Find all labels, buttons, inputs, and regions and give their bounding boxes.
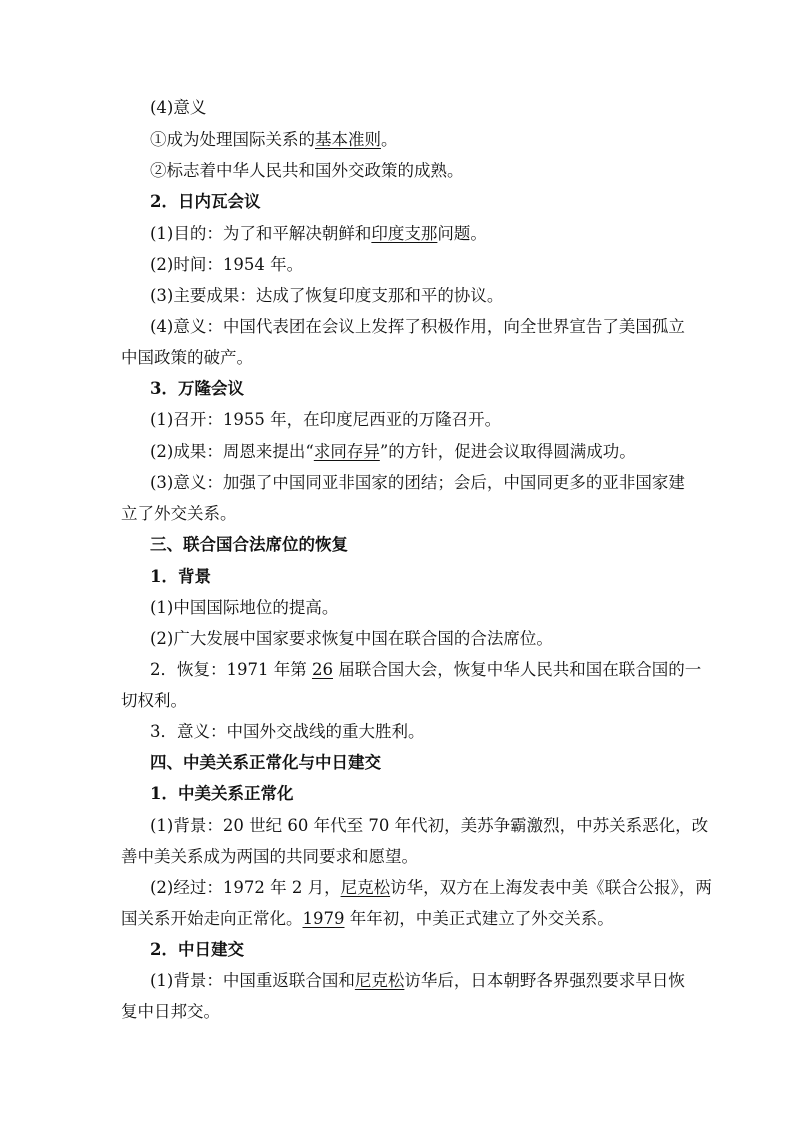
section-heading-background: 1．背景 xyxy=(150,567,211,586)
underlined-term: 求同存异 xyxy=(313,442,380,461)
paragraph-continuation: 立了外交关系。 xyxy=(121,504,237,523)
paragraph: (1)背景：中国重返联合国和尼克松访华后，日本朝野各界强烈要求早日恢 xyxy=(150,971,685,990)
underlined-term: 尼克松 xyxy=(340,878,391,897)
paragraph: (2)经过：1972 年 2 月，尼克松访华，双方在上海发表中美《联合公报》，两 xyxy=(150,878,712,897)
paragraph-continuation: 复中日邦交。 xyxy=(121,1002,220,1021)
paragraph: (1)背景：20 世纪 60 年代至 70 年代初，美苏争霸激烈，中苏关系恶化，改 xyxy=(150,816,709,835)
chapter-heading-un-seat: 三、联合国合法席位的恢复 xyxy=(150,535,348,554)
paragraph-continuation: 国关系开始走向正常化。1979 年年初，中美正式建立了外交关系。 xyxy=(121,909,614,928)
underlined-term: 印度支那 xyxy=(371,224,438,243)
paragraph-continuation: 中国政策的破产。 xyxy=(121,348,253,367)
paragraph: (1)召开：1955 年，在印度尼西亚的万隆召开。 xyxy=(150,410,502,429)
paragraph: ①成为处理国际关系的基本准则。 xyxy=(150,130,398,149)
paragraph: (4)意义：中国代表团在会议上发挥了积极作用，向全世界宣告了美国孤立 xyxy=(150,317,685,336)
paragraph: 3．意义：中国外交战线的重大胜利。 xyxy=(150,722,425,741)
section-heading-sino-japan: 2．中日建交 xyxy=(150,940,244,959)
section-heading-sino-us: 1．中美关系正常化 xyxy=(150,784,294,803)
paragraph-continuation: 善中美关系成为两国的共同要求和愿望。 xyxy=(121,847,418,866)
section-heading-bandung: 3．万隆会议 xyxy=(150,379,244,398)
paragraph: (1)中国国际地位的提高。 xyxy=(150,598,339,617)
paragraph: (2)时间：1954 年。 xyxy=(150,255,304,274)
paragraph: (3)主要成果：达成了恢复印度支那和平的协议。 xyxy=(150,286,504,305)
underlined-term: 26 xyxy=(311,660,333,679)
paragraph: (2)成果：周恩来提出“求同存异”的方针，促进会议取得圆满成功。 xyxy=(150,442,636,461)
subheading-significance: (4)意义 xyxy=(150,98,207,117)
underlined-term: 基本准则 xyxy=(315,130,381,149)
paragraph: 2．恢复：1971 年第 26 届联合国大会，恢复中华人民共和国在联合国的一 xyxy=(150,660,702,679)
underlined-term: 尼克松 xyxy=(354,971,405,990)
paragraph: (3)意义：加强了中国同亚非国家的团结；会后，中国同更多的亚非国家建 xyxy=(150,473,685,492)
paragraph: (2)广大发展中国家要求恢复中国在联合国的合法席位。 xyxy=(150,629,553,648)
paragraph: (1)目的：为了和平解决朝鲜和印度支那问题。 xyxy=(150,224,487,243)
section-heading-geneva: 2．日内瓦会议 xyxy=(150,192,261,211)
paragraph: ②标志着中华人民共和国外交政策的成熟。 xyxy=(150,161,464,180)
underlined-term: 1979 xyxy=(302,909,345,928)
chapter-heading-sino-us-japan: 四、中美关系正常化与中日建交 xyxy=(150,753,381,772)
paragraph-continuation: 切权利。 xyxy=(121,691,187,710)
